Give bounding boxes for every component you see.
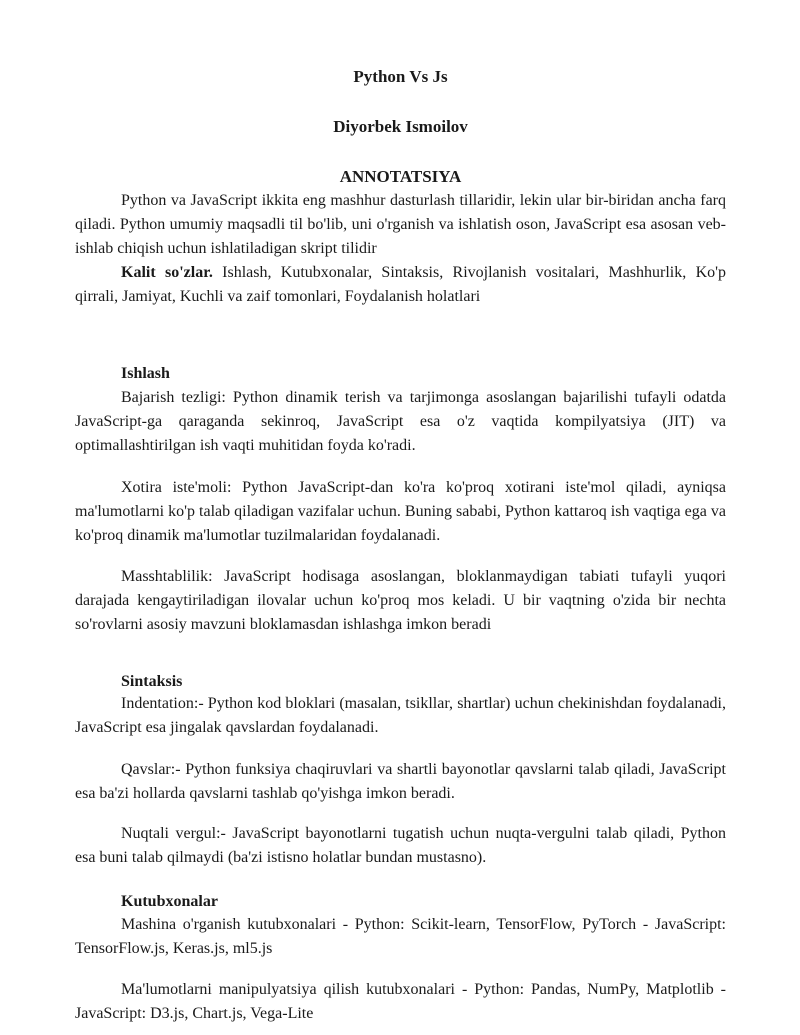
section-heading-performance: Ishlash [121, 365, 170, 382]
section-heading-syntax: Sintaksis [121, 673, 183, 690]
abstract-heading: ANNOTATSIYA [339, 167, 462, 186]
section-heading-libraries: Kutubxonalar [121, 893, 218, 910]
keywords-paragraph [75, 261, 726, 309]
libraries-paragraph-ml: Mashina o'rganish kutubxonalari - Python: Scikit-learn, TensorFlow, PyTorch - JavaScript: TensorFlow.js, Keras.js, ml5.js [75, 916, 726, 957]
syntax-paragraph-parentheses: Qavslar:- Python funksiya chaqiruvlari va shartli bayonotlar qavslarni talab qiladi, JavaScript esa ba'zi hollarda qavslarni tashlab qo'yishga imkon beradi. [75, 761, 726, 802]
author-name: Diyorbek Ismoilov [333, 117, 468, 136]
keywords-text: Ishlash, Kutubxonalar, Sintaksis, Rivojlanish vositalari, Mashhurlik, Ko'p qirrali, Jamiyat, Kuchli va zaif tomonlari, Foydalanish holatlari [75, 264, 726, 305]
keywords-label: Kalit so'zlar. [121, 264, 213, 281]
syntax-paragraph-indentation: Indentation:- Python kod bloklari (masalan, tsikllar, shartlar) uchun chekinishdan foydalanadi, JavaScript esa jingalak qavslardan foydalanadi. [75, 695, 726, 736]
syntax-paragraph-semicolon: Nuqtali vergul:- JavaScript bayonotlarni tugatish uchun nuqta-vergulni talab qiladi, Python esa buni talab qilmaydi (ba'zi istisno holatlar bundan mustasno). [75, 825, 726, 866]
performance-paragraph-memory: Xotira iste'moli: Python JavaScript-dan ko'ra ko'proq xotirani iste'mol qiladi, ayniqsa ma'lumotlarni ko'p talab qiladigan vazifalar uchun. Buning sababi, Python kattaroq ish vaqtiga ega va ko'proq dinamik ma'lumotlar tuzilmalaridan foydalanadi. [75, 479, 726, 544]
libraries-paragraph-data: Ma'lumotlarni manipulyatsiya qilish kutubxonalari - Python: Pandas, NumPy, Matplotlib - JavaScript: D3.js, Chart.js, Vega-Lite [75, 981, 726, 1022]
document-title: Python Vs Js [353, 67, 448, 86]
performance-paragraph-speed: Bajarish tezligi: Python dinamik terish va tarjimonga asoslangan bajarilishi tufayli odatda JavaScript-ga qaraganda sekinroq, JavaScript esa o'z vaqtida kompilyatsiya (JIT) va optimallashtirilgan ish vaqti muhitidan foyda ko'radi. [75, 389, 726, 454]
performance-paragraph-scalability: Masshtablilik: JavaScript hodisaga asoslangan, bloklanmaydigan tabiati tufayli yuqori darajada kengaytiriladigan ilovalar uchun ko'proq mos keladi. U bir vaqtning o'zida bir nechta so'rovlarni asosiy mavzuni bloklamasdan ishlashga imkon beradi [75, 568, 726, 633]
abstract-paragraph: Python va JavaScript ikkita eng mashhur dasturlash tillaridir, lekin ular bir-biridan ancha farq qiladi. Python umumiy maqsadli til bo'lib, uni o'rganish va ishlatish oson, JavaScript esa asosan veb-ishlab chiqish uchun ishlatiladigan skript tilidir [75, 192, 726, 257]
